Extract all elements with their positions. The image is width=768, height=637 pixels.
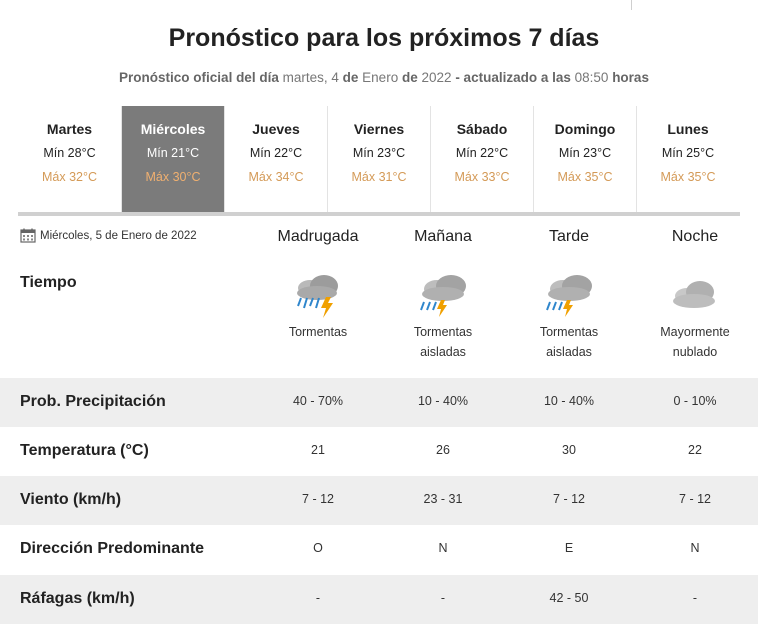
row-value: 7 - 12 xyxy=(679,492,711,506)
detail-date-text: Miércoles, 5 de Enero de 2022 xyxy=(40,229,197,242)
row-value: 7 - 12 xyxy=(302,492,334,506)
row-label: Temperatura (°C) xyxy=(20,442,149,459)
day-min-temp: Mín 22°C xyxy=(249,146,303,160)
subtitle-updated: - actualizado a las xyxy=(455,70,571,85)
row-viento xyxy=(0,476,758,525)
weather-desc-line: aisladas xyxy=(546,345,592,359)
row-value: - xyxy=(440,591,446,605)
row-value: 7 - 12 xyxy=(553,492,585,506)
row-label: Viento (km/h) xyxy=(20,491,122,508)
row-label: Dirección Predominante xyxy=(20,540,205,557)
weather-desc-line: Tormentas xyxy=(288,325,348,339)
weather-desc-line: Tormentas xyxy=(413,325,473,339)
row-label: Ráfagas (km/h) xyxy=(20,590,135,607)
day-max-temp: Máx 34°C xyxy=(248,170,304,184)
subtitle-month: Enero xyxy=(362,70,399,85)
day-name: Sábado xyxy=(456,121,508,137)
subtitle-de: de xyxy=(342,70,359,85)
subtitle-hours: horas xyxy=(612,70,649,85)
day-max-temp: Máx 31°C xyxy=(351,170,407,184)
row-direccion xyxy=(0,525,758,574)
weather-desc xyxy=(640,322,750,362)
page-subtitle xyxy=(0,70,768,85)
isolated-storm-icon xyxy=(413,272,473,320)
day-name: Viernes xyxy=(353,121,405,137)
row-value: 0 - 10% xyxy=(673,394,717,408)
thunderstorm-icon xyxy=(288,272,348,320)
weather-desc-line: nublado xyxy=(672,345,718,359)
day-max-temp: Máx 30°C xyxy=(145,170,201,184)
day-max-temp: Máx 32°C xyxy=(41,170,98,184)
weather-desc xyxy=(388,322,498,362)
day-tabs xyxy=(18,106,740,216)
day-tab-lunes[interactable] xyxy=(636,106,739,212)
subtitle-year: 2022 xyxy=(421,70,452,85)
weather-desc-line: Mayormente xyxy=(660,325,730,339)
day-min-temp: Mín 23°C xyxy=(352,146,406,160)
day-tab-miercoles[interactable] xyxy=(121,106,224,212)
detail-date xyxy=(20,228,197,243)
row-value: 23 - 31 xyxy=(423,492,463,506)
row-value: 26 xyxy=(436,443,450,457)
row-value: E xyxy=(564,541,574,555)
row-value: 10 - 40% xyxy=(543,394,595,408)
day-min-temp: Mín 22°C xyxy=(455,146,509,160)
weather-desc xyxy=(514,322,624,362)
day-min-temp: Mín 21°C xyxy=(146,146,200,160)
row-label: Prob. Precipitación xyxy=(20,393,166,410)
period-tarde: Tarde xyxy=(548,228,590,245)
day-max-temp: Máx 35°C xyxy=(557,170,613,184)
row-temperatura xyxy=(0,427,758,476)
row-precipitacion xyxy=(0,378,758,427)
day-max-temp: Máx 35°C xyxy=(660,170,716,184)
top-divider xyxy=(631,0,632,10)
day-min-temp: Mín 28°C xyxy=(43,146,96,160)
weather-desc-line: Tormentas xyxy=(539,325,599,339)
row-value: 30 xyxy=(562,443,576,457)
weather-desc xyxy=(263,322,373,342)
day-name: Miércoles xyxy=(140,121,206,137)
mostly-cloudy-icon xyxy=(665,272,725,320)
subtitle-de: de xyxy=(401,70,418,85)
subtitle-prefix: Pronóstico oficial del día xyxy=(119,70,279,85)
period-noche: Noche xyxy=(671,228,719,245)
row-value: 21 xyxy=(311,443,325,457)
day-tab-sabado[interactable] xyxy=(430,106,533,212)
subtitle-day: martes, 4 xyxy=(282,70,339,85)
day-name: Martes xyxy=(46,121,93,137)
calendar-icon xyxy=(20,228,36,243)
day-tab-martes[interactable] xyxy=(18,106,121,212)
day-name: Lunes xyxy=(667,121,709,137)
day-name: Domingo xyxy=(554,121,616,137)
period-manana: Mañana xyxy=(414,228,472,245)
weather-desc-line: aisladas xyxy=(420,345,466,359)
day-tab-jueves[interactable] xyxy=(224,106,327,212)
day-name: Jueves xyxy=(252,121,300,137)
day-tab-domingo[interactable] xyxy=(533,106,636,212)
row-value: 10 - 40% xyxy=(417,394,469,408)
row-value: - xyxy=(315,591,321,605)
row-value: 42 - 50 xyxy=(549,591,589,605)
row-value: N xyxy=(690,541,700,555)
row-value: 22 xyxy=(688,443,702,457)
day-min-temp: Mín 23°C xyxy=(558,146,612,160)
subtitle-time: 08:50 xyxy=(574,70,609,85)
row-rafagas xyxy=(0,575,758,624)
day-min-temp: Mín 25°C xyxy=(661,146,715,160)
period-madrugada: Madrugada xyxy=(277,228,359,245)
row-value: - xyxy=(692,591,698,605)
row-value: N xyxy=(438,541,448,555)
day-max-temp: Máx 33°C xyxy=(454,170,510,184)
day-tab-viernes[interactable] xyxy=(327,106,430,212)
isolated-storm-icon xyxy=(539,272,599,320)
page-title: Pronóstico para los próximos 7 días xyxy=(168,24,600,52)
tiempo-label: Tiempo xyxy=(20,274,77,291)
row-value: O xyxy=(313,541,323,555)
row-value: 40 - 70% xyxy=(292,394,344,408)
